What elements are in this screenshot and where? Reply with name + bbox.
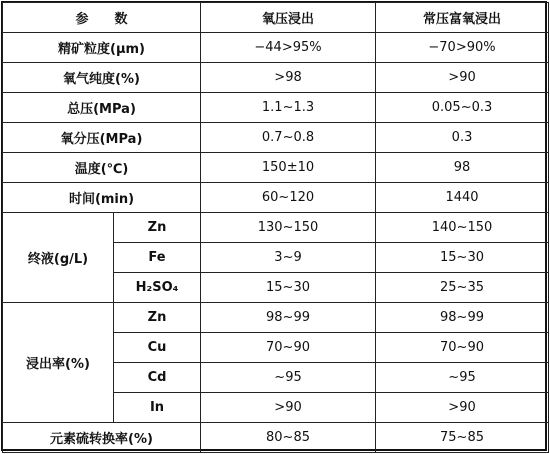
cell-value: 0.3 bbox=[376, 123, 549, 153]
cell-value: 130~150 bbox=[201, 213, 376, 243]
cell-value: 15~30 bbox=[201, 273, 376, 303]
cell-value: 98~99 bbox=[376, 303, 549, 333]
row-label: 总压(MPa) bbox=[3, 93, 201, 123]
sub-label: H₂SO₄ bbox=[114, 273, 201, 303]
cell-value: 75~85 bbox=[376, 423, 549, 453]
cell-value: 70~90 bbox=[376, 333, 549, 363]
table-row bbox=[3, 33, 549, 63]
sub-label: Fe bbox=[114, 243, 201, 273]
cell-value: 0.05~0.3 bbox=[376, 93, 549, 123]
cell-value: >98 bbox=[201, 63, 376, 93]
cell-value: 1440 bbox=[376, 183, 549, 213]
row-label: 氧分压(MPa) bbox=[3, 123, 201, 153]
header-oxygen-pressure-leaching: 氧压浸出 bbox=[201, 3, 376, 33]
cell-value: >90 bbox=[376, 63, 549, 93]
header-atmospheric-oxygen-leaching: 常压富氧浸出 bbox=[376, 3, 549, 33]
table-row bbox=[3, 63, 549, 93]
cell-value: 1.1~1.3 bbox=[201, 93, 376, 123]
cell-value: ~95 bbox=[376, 363, 549, 393]
cell-value: −70>90% bbox=[376, 33, 549, 63]
row-label: 精矿粒度(μm) bbox=[3, 33, 201, 63]
cell-value: ~95 bbox=[201, 363, 376, 393]
cell-value: >90 bbox=[201, 393, 376, 423]
cell-value: 15~30 bbox=[376, 243, 549, 273]
cell-value: 98~99 bbox=[201, 303, 376, 333]
group-label-leach-rate: 浸出率(%) bbox=[3, 303, 114, 423]
cell-value: 0.7~0.8 bbox=[201, 123, 376, 153]
table-row bbox=[3, 213, 549, 243]
table-row bbox=[3, 123, 549, 153]
row-label: 氧气纯度(%) bbox=[3, 63, 201, 93]
leaching-parameters-table bbox=[2, 2, 549, 453]
cell-value: 70~90 bbox=[201, 333, 376, 363]
row-label: 元素硫转换率(%) bbox=[3, 423, 201, 453]
cell-value: 80~85 bbox=[201, 423, 376, 453]
table-row bbox=[3, 93, 549, 123]
row-label: 温度(℃) bbox=[3, 153, 201, 183]
sub-label: Cu bbox=[114, 333, 201, 363]
table-row bbox=[3, 303, 549, 333]
table-row bbox=[3, 183, 549, 213]
header-param: 参 数 bbox=[3, 3, 201, 33]
sub-label: In bbox=[114, 393, 201, 423]
sub-label: Zn bbox=[114, 213, 201, 243]
table-header-row bbox=[3, 3, 549, 33]
group-label-final-solution: 终液(g/L) bbox=[3, 213, 114, 303]
cell-value: 98 bbox=[376, 153, 549, 183]
row-label: 时间(min) bbox=[3, 183, 201, 213]
cell-value: 60~120 bbox=[201, 183, 376, 213]
table-row bbox=[3, 423, 549, 453]
cell-value: −44>95% bbox=[201, 33, 376, 63]
sub-label: Cd bbox=[114, 363, 201, 393]
cell-value: 140~150 bbox=[376, 213, 549, 243]
cell-value: 150±10 bbox=[201, 153, 376, 183]
table-row bbox=[3, 153, 549, 183]
cell-value: 3~9 bbox=[201, 243, 376, 273]
sub-label: Zn bbox=[114, 303, 201, 333]
cell-value: 25~35 bbox=[376, 273, 549, 303]
cell-value: >90 bbox=[376, 393, 549, 423]
